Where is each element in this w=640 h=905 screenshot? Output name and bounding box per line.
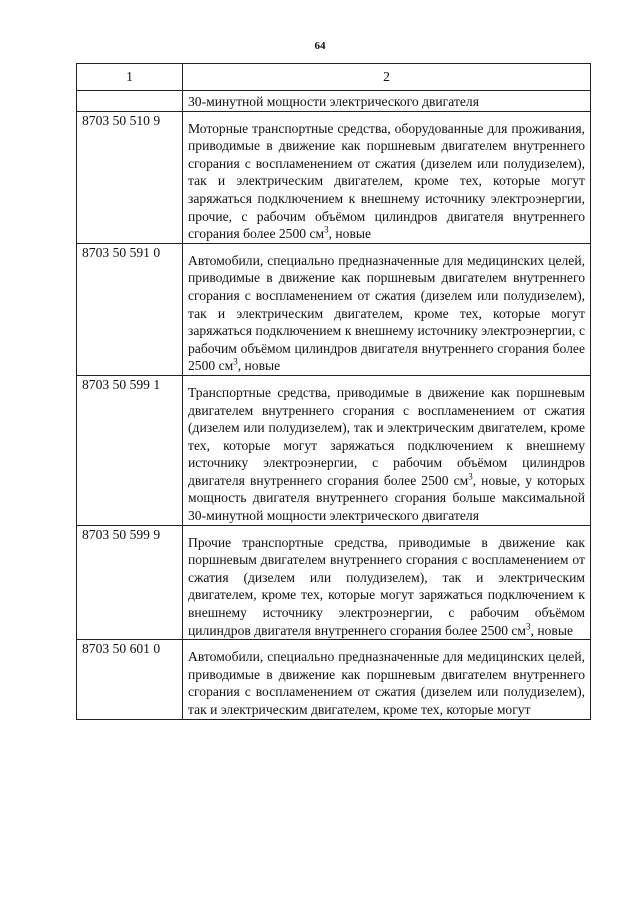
table-row [77, 243, 591, 375]
row-description-tail: , новые [530, 622, 573, 638]
superscript: 3 [324, 224, 329, 235]
tariff-code-table [76, 63, 591, 720]
row-description-text: Автомобили, специально предназначенные для медицинских целей, приводимые в движение как поршневым двигателем внутреннего сгорания с воспламенением от сжатия (дизелем или полудизелем), так и электрическим двигателем, кроме тех, которые могут заряжаться подключением к внешнему источнику электроэнергии, с рабочим объёмом цилиндров двигателя внутреннего сгорания более 2500 см [188, 252, 585, 374]
row-description-text: Моторные транспортные средства, оборудованные для проживания, приводимые в движение как поршневым двигателем внутреннего сгорания с воспламенением от сжатия (дизелем или полудизелем), так и электрическим двигателем, кроме тех, которые могут заряжаться подключением к внешнему источнику электроэнергии, прочие, с рабочим объёмом цилиндров двигателя внутреннего сгорания более 2500 см [188, 120, 585, 242]
row-code: 8703 50 601 0 [77, 640, 183, 719]
superscript: 3 [526, 621, 531, 632]
superscript: 3 [233, 356, 238, 367]
table-row [77, 111, 591, 243]
row-description [183, 111, 591, 243]
row-description-text: Прочие транспортные средства, приводимые в движение как поршневым двигателем внутреннего сгорания с воспламенением от сжатия (дизелем или полудизелем), так и электрическим двигателем, кроме тех, которые могут заряжаться подключением к внешнему источнику электроэнергии, с рабочим объёмом цилиндров двигателя внутреннего сгорания более 2500 см [188, 534, 585, 638]
row-description [183, 91, 591, 112]
table-row [77, 525, 591, 640]
row-description-tail: , новые [237, 358, 281, 374]
header-row [77, 64, 591, 91]
row-description-text: Транспортные средства, приводимые в движение как поршневым двигателем внутреннего сгорания с воспламенением от сжатия (дизелем или полудизелем), так и электрическим двигателем, кроме тех, которые могут заряжаться подключением к внешнему источнику электроэнергии, с рабочим объёмом цилиндров двигателя внутреннего сгорания более 2500 см [188, 384, 585, 488]
row-description-tail: , новые [328, 226, 372, 242]
row-description-tail: , новые, у которых мощность двигателя внутреннего сгорания больше максимальной 30-минутной мощности электрического двигателя [188, 472, 585, 524]
row-description [183, 525, 591, 640]
row-description [183, 243, 591, 375]
row-description [183, 375, 591, 525]
row-description-text: 30-минутной мощности электрического двигателя [188, 94, 479, 109]
header-col-1: 1 [77, 64, 183, 91]
table-row [77, 91, 591, 112]
page-number: 64 [314, 40, 326, 52]
table-row [77, 640, 591, 719]
row-code: 8703 50 591 0 [77, 243, 183, 375]
row-code: 8703 50 599 9 [77, 525, 183, 640]
row-code: 8703 50 510 9 [77, 111, 183, 243]
row-description-text: Автомобили, специально предназначенные для медицинских целей, приводимые в движение как поршневым двигателем внутреннего сгорания с воспламенением от сжатия (дизелем или полудизелем), так и электрическим двигателем, кроме тех, которые могут [188, 649, 585, 717]
header-col-2: 2 [183, 64, 591, 91]
superscript: 3 [468, 471, 473, 482]
table-row [77, 375, 591, 525]
row-description [183, 640, 591, 719]
row-code: 8703 50 599 1 [77, 375, 183, 525]
row-code [77, 91, 183, 112]
